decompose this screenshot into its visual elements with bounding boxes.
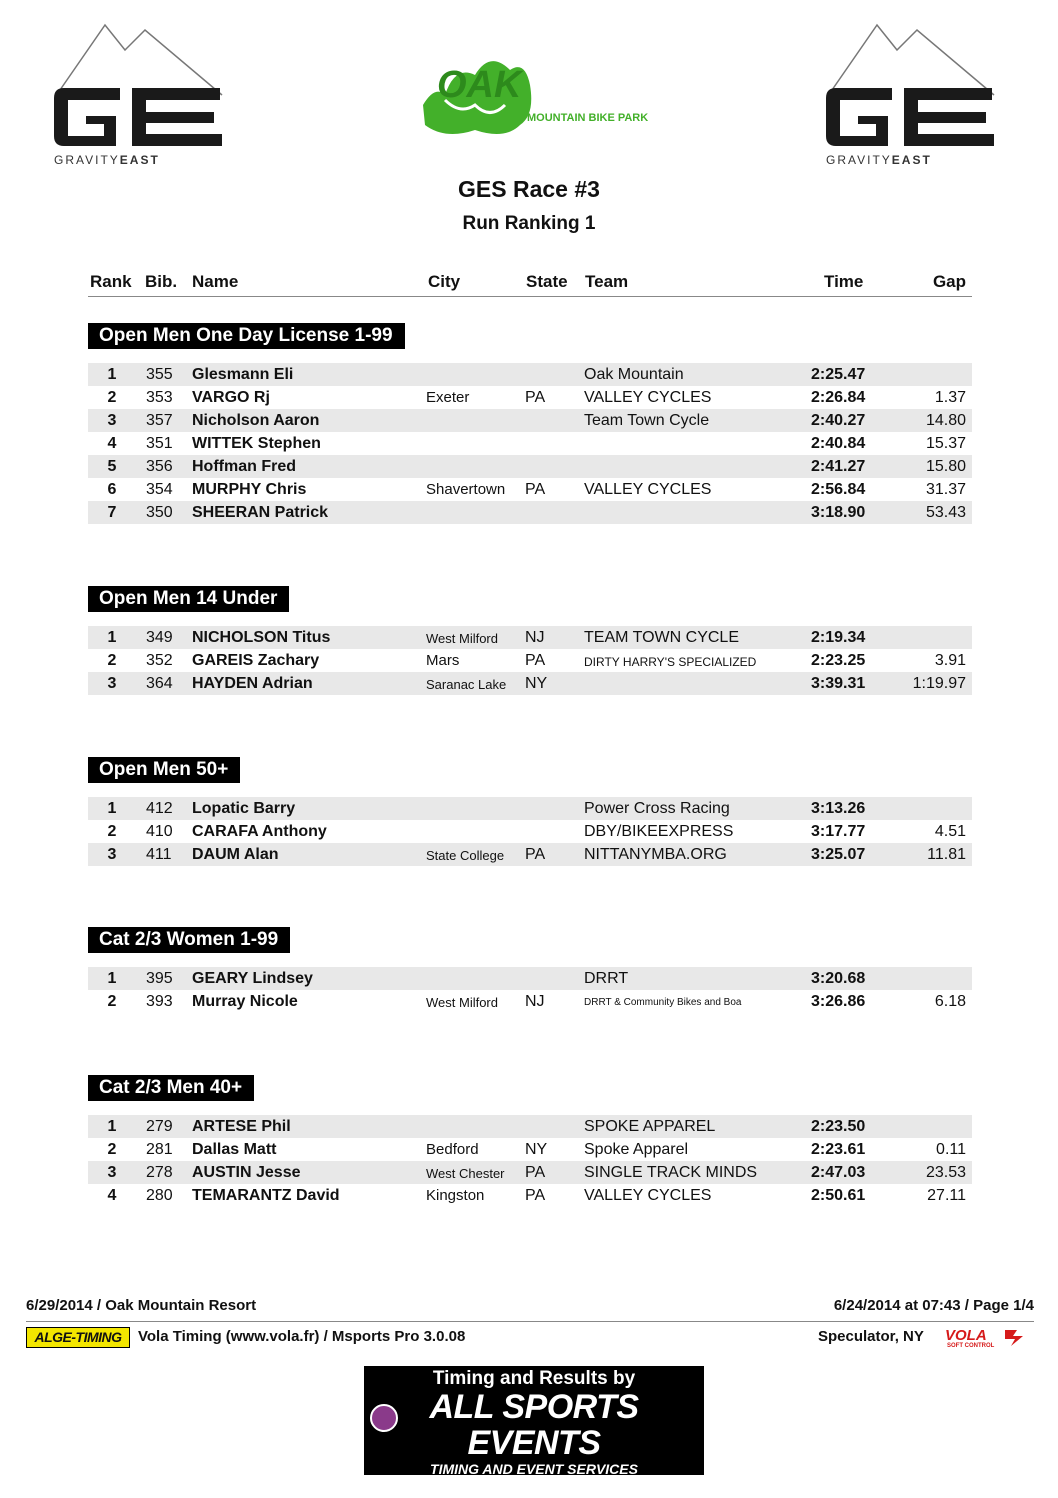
category-title: Open Men One Day License 1-99: [88, 323, 405, 349]
name-cell: GAREIS Zachary: [192, 652, 320, 669]
rank-cell: 2: [107, 993, 117, 1010]
vola-logo: [943, 1326, 1033, 1348]
column-header-row: [88, 270, 972, 297]
rank-cell: 4: [107, 435, 117, 452]
city-cell: Exeter: [426, 389, 470, 406]
col-city: City: [428, 272, 461, 291]
time-cell: 2:41.27: [811, 458, 866, 475]
team-cell: DIRTY HARRY'S SPECIALIZED: [584, 655, 757, 669]
table-row: [88, 386, 972, 409]
rank-cell: 1: [107, 970, 117, 987]
bib-cell: 351: [146, 435, 173, 452]
state-cell: PA: [525, 481, 546, 498]
name-cell: DAUM Alan: [192, 846, 279, 863]
ge-right-text: GRAVITYEAST: [826, 153, 932, 167]
table-row: [88, 409, 972, 432]
team-cell: VALLEY CYCLES: [584, 389, 712, 406]
oak-mountain-logo: [415, 45, 650, 145]
result-rows: [88, 363, 972, 524]
table-row: [88, 649, 972, 672]
svg-text:VOLA: VOLA: [945, 1327, 987, 1344]
name-cell: CARAFA Anthony: [192, 823, 327, 840]
team-cell: Power Cross Racing: [584, 800, 730, 817]
bib-cell: 280: [146, 1187, 173, 1204]
gap-cell: 6.18: [934, 993, 966, 1010]
state-cell: NY: [525, 675, 548, 692]
city-cell: Saranac Lake: [426, 677, 507, 692]
rank-cell: 5: [107, 458, 117, 475]
team-cell: VALLEY CYCLES: [584, 481, 712, 498]
result-rows: [88, 1115, 972, 1207]
footer-location: Speculator, NY: [818, 1328, 924, 1345]
bib-cell: 410: [146, 823, 173, 840]
col-name: Name: [192, 272, 239, 291]
time-cell: 2:56.84: [811, 481, 866, 498]
bib-cell: 278: [146, 1164, 173, 1181]
state-cell: PA: [525, 1187, 546, 1204]
rank-cell: 3: [107, 1164, 117, 1181]
category-section: [88, 586, 972, 695]
table-row: [88, 626, 972, 649]
time-cell: 3:17.77: [811, 823, 866, 840]
name-cell: Nicholson Aaron: [192, 412, 320, 429]
category-section: [88, 927, 972, 1013]
team-cell: DRRT: [584, 970, 629, 987]
state-cell: PA: [525, 846, 546, 863]
gap-cell: 31.37: [925, 481, 966, 498]
col-state: State: [526, 272, 568, 291]
result-rows: [88, 967, 972, 1013]
gravity-east-logo-left: [50, 20, 225, 170]
name-cell: GEARY Lindsey: [192, 970, 313, 987]
time-cell: 3:26.86: [811, 993, 866, 1010]
name-cell: Lopatic Barry: [192, 800, 296, 817]
category-title: Open Men 14 Under: [88, 586, 289, 612]
alge-timing-logo: ALGE-TIMING: [26, 1327, 130, 1348]
table-row: [88, 501, 972, 524]
state-cell: PA: [525, 652, 546, 669]
col-gap: Gap: [932, 272, 966, 291]
table-row: [88, 455, 972, 478]
state-cell: NJ: [525, 993, 545, 1010]
bib-cell: 395: [146, 970, 173, 987]
footer-print-page: 6/24/2014 at 07:43 / Page 1/4: [833, 1297, 1034, 1314]
name-cell: WITTEK Stephen: [192, 435, 321, 452]
category-section: [88, 757, 972, 866]
col-rank: Rank: [90, 272, 132, 291]
rank-cell: 1: [107, 629, 117, 646]
city-cell: West Chester: [426, 1166, 505, 1181]
time-cell: 3:13.26: [811, 800, 866, 817]
rank-cell: 1: [107, 366, 117, 383]
team-cell: Oak Mountain: [584, 366, 684, 383]
bib-cell: 354: [146, 481, 173, 498]
col-time: Time: [824, 272, 864, 291]
col-team: Team: [585, 272, 629, 291]
table-row: [88, 1115, 972, 1138]
all-sports-events-banner: [364, 1366, 704, 1497]
gap-cell: 53.43: [925, 504, 966, 521]
ase-line1: Timing and Results by: [432, 1368, 636, 1389]
page-title: GES Race #3: [458, 176, 600, 202]
bib-cell: 357: [146, 412, 173, 429]
gap-cell: 1.37: [934, 389, 966, 406]
bib-cell: 353: [146, 389, 173, 406]
team-cell: NITTANYMBA.ORG: [584, 846, 727, 863]
bib-cell: 412: [146, 800, 173, 817]
time-cell: 3:39.31: [811, 675, 866, 692]
table-row: [88, 797, 972, 820]
name-cell: HAYDEN Adrian: [192, 675, 313, 692]
footer-divider: [26, 1321, 1034, 1322]
state-cell: PA: [525, 1164, 546, 1181]
gap-cell: 15.37: [925, 435, 966, 452]
rank-cell: 2: [107, 389, 117, 406]
time-cell: 2:47.03: [811, 1164, 866, 1181]
bib-cell: 393: [146, 993, 173, 1010]
time-cell: 2:25.47: [811, 366, 866, 383]
rank-cell: 2: [107, 652, 117, 669]
table-row: [88, 843, 972, 866]
category-title: Cat 2/3 Women 1-99: [88, 927, 290, 953]
name-cell: AUSTIN Jesse: [192, 1164, 301, 1181]
gap-cell: 4.51: [934, 823, 966, 840]
rank-cell: 7: [107, 504, 117, 521]
name-cell: Glesmann Eli: [192, 366, 294, 383]
name-cell: VARGO Rj: [192, 389, 270, 406]
team-cell: Team Town Cycle: [584, 412, 710, 429]
bib-cell: 281: [146, 1141, 173, 1158]
name-cell: NICHOLSON Titus: [192, 629, 331, 646]
category-section: [88, 323, 972, 524]
ase-website: www.allsportsevents.com: [429, 1478, 639, 1497]
city-cell: West Milford: [426, 631, 498, 646]
bib-cell: 411: [146, 846, 172, 863]
oak-text: OAK: [437, 64, 522, 106]
bib-cell: 349: [146, 629, 173, 646]
table-row: [88, 1161, 972, 1184]
ase-line2: ALL SPORTS EVENTS: [429, 1388, 639, 1462]
result-rows: [88, 626, 972, 695]
time-cell: 2:23.61: [811, 1141, 866, 1158]
category-title: Cat 2/3 Men 40+: [88, 1075, 254, 1101]
team-cell: Spoke Apparel: [584, 1141, 689, 1158]
table-row: [88, 672, 972, 695]
bib-cell: 350: [146, 504, 173, 521]
bib-cell: 352: [146, 652, 173, 669]
time-cell: 2:50.61: [811, 1187, 866, 1204]
rank-cell: 2: [107, 823, 117, 840]
stopwatch-icon: [370, 1404, 398, 1432]
city-cell: Mars: [426, 652, 460, 669]
rank-cell: 2: [107, 1141, 117, 1158]
team-cell: DBY/BIKEEXPRESS: [584, 823, 734, 840]
time-cell: 3:25.07: [811, 846, 866, 863]
rank-cell: 3: [107, 675, 117, 692]
rank-cell: 6: [107, 481, 117, 498]
gap-cell: 1:19.97: [912, 675, 966, 692]
team-cell: SPOKE APPAREL: [584, 1118, 716, 1135]
result-rows: [88, 797, 972, 866]
svg-text:SOFT CONTROL: SOFT CONTROL: [947, 1343, 995, 1348]
oak-subtext: MOUNTAIN BIKE PARK: [527, 112, 649, 124]
rank-cell: 4: [107, 1187, 117, 1204]
name-cell: Hoffman Fred: [192, 458, 296, 475]
gap-cell: 23.53: [925, 1164, 966, 1181]
state-cell: NY: [525, 1141, 548, 1158]
gap-cell: 3.91: [934, 652, 966, 669]
gap-cell: 14.80: [925, 412, 966, 429]
gravity-east-logo-right: [822, 20, 997, 170]
rank-cell: 3: [107, 846, 117, 863]
city-cell: Bedford: [426, 1141, 479, 1158]
gap-cell: 0.11: [936, 1141, 966, 1158]
category-title: Open Men 50+: [88, 757, 240, 783]
name-cell: TEMARANTZ David: [192, 1187, 340, 1204]
col-bib: Bib.: [145, 272, 178, 291]
time-cell: 3:18.90: [811, 504, 866, 521]
gap-cell: 27.11: [927, 1187, 966, 1204]
city-cell: Kingston: [426, 1187, 485, 1204]
footer-date-venue: 6/29/2014 / Oak Mountain Resort: [26, 1297, 257, 1314]
name-cell: SHEERAN Patrick: [192, 504, 329, 521]
team-cell: VALLEY CYCLES: [584, 1187, 712, 1204]
ge-left-text: GRAVITYEAST: [54, 153, 160, 167]
bib-cell: 355: [146, 366, 173, 383]
bib-cell: 356: [146, 458, 173, 475]
time-cell: 2:19.34: [811, 629, 866, 646]
rank-cell: 1: [107, 800, 117, 817]
name-cell: Dallas Matt: [192, 1141, 277, 1158]
time-cell: 3:20.68: [811, 970, 866, 987]
city-cell: Shavertown: [426, 481, 506, 498]
team-cell: DRRT & Community Bikes and Boa: [584, 997, 742, 1008]
team-cell: TEAM TOWN CYCLE: [584, 629, 739, 646]
time-cell: 2:23.25: [811, 652, 866, 669]
footer-software: Vola Timing (www.vola.fr) / Msports Pro 3.0.08: [138, 1328, 466, 1345]
state-cell: PA: [525, 389, 546, 406]
table-row: [88, 1184, 972, 1207]
ase-line3: TIMING AND EVENT SERVICES: [430, 1461, 638, 1477]
state-cell: NJ: [525, 629, 545, 646]
table-row: [88, 363, 972, 386]
category-section: [88, 1075, 972, 1207]
table-row: [88, 1138, 972, 1161]
table-row: [88, 820, 972, 843]
name-cell: MURPHY Chris: [192, 481, 307, 498]
city-cell: State College: [426, 848, 505, 863]
page-subtitle: Run Ranking 1: [462, 213, 596, 234]
name-cell: ARTESE Phil: [192, 1118, 291, 1135]
bib-cell: 364: [146, 675, 173, 692]
city-cell: West Milford: [426, 995, 498, 1010]
time-cell: 2:40.27: [811, 412, 866, 429]
rank-cell: 3: [107, 412, 117, 429]
table-row: [88, 990, 972, 1013]
team-cell: SINGLE TRACK MINDS: [584, 1164, 758, 1181]
name-cell: Murray Nicole: [192, 993, 298, 1010]
time-cell: 2:23.50: [811, 1118, 866, 1135]
gap-cell: 11.81: [927, 846, 966, 863]
table-row: [88, 432, 972, 455]
gap-cell: 15.80: [925, 458, 966, 475]
rank-cell: 1: [107, 1118, 117, 1135]
time-cell: 2:26.84: [811, 389, 866, 406]
bib-cell: 279: [146, 1118, 173, 1135]
time-cell: 2:40.84: [811, 435, 866, 452]
table-row: [88, 967, 972, 990]
table-row: [88, 478, 972, 501]
